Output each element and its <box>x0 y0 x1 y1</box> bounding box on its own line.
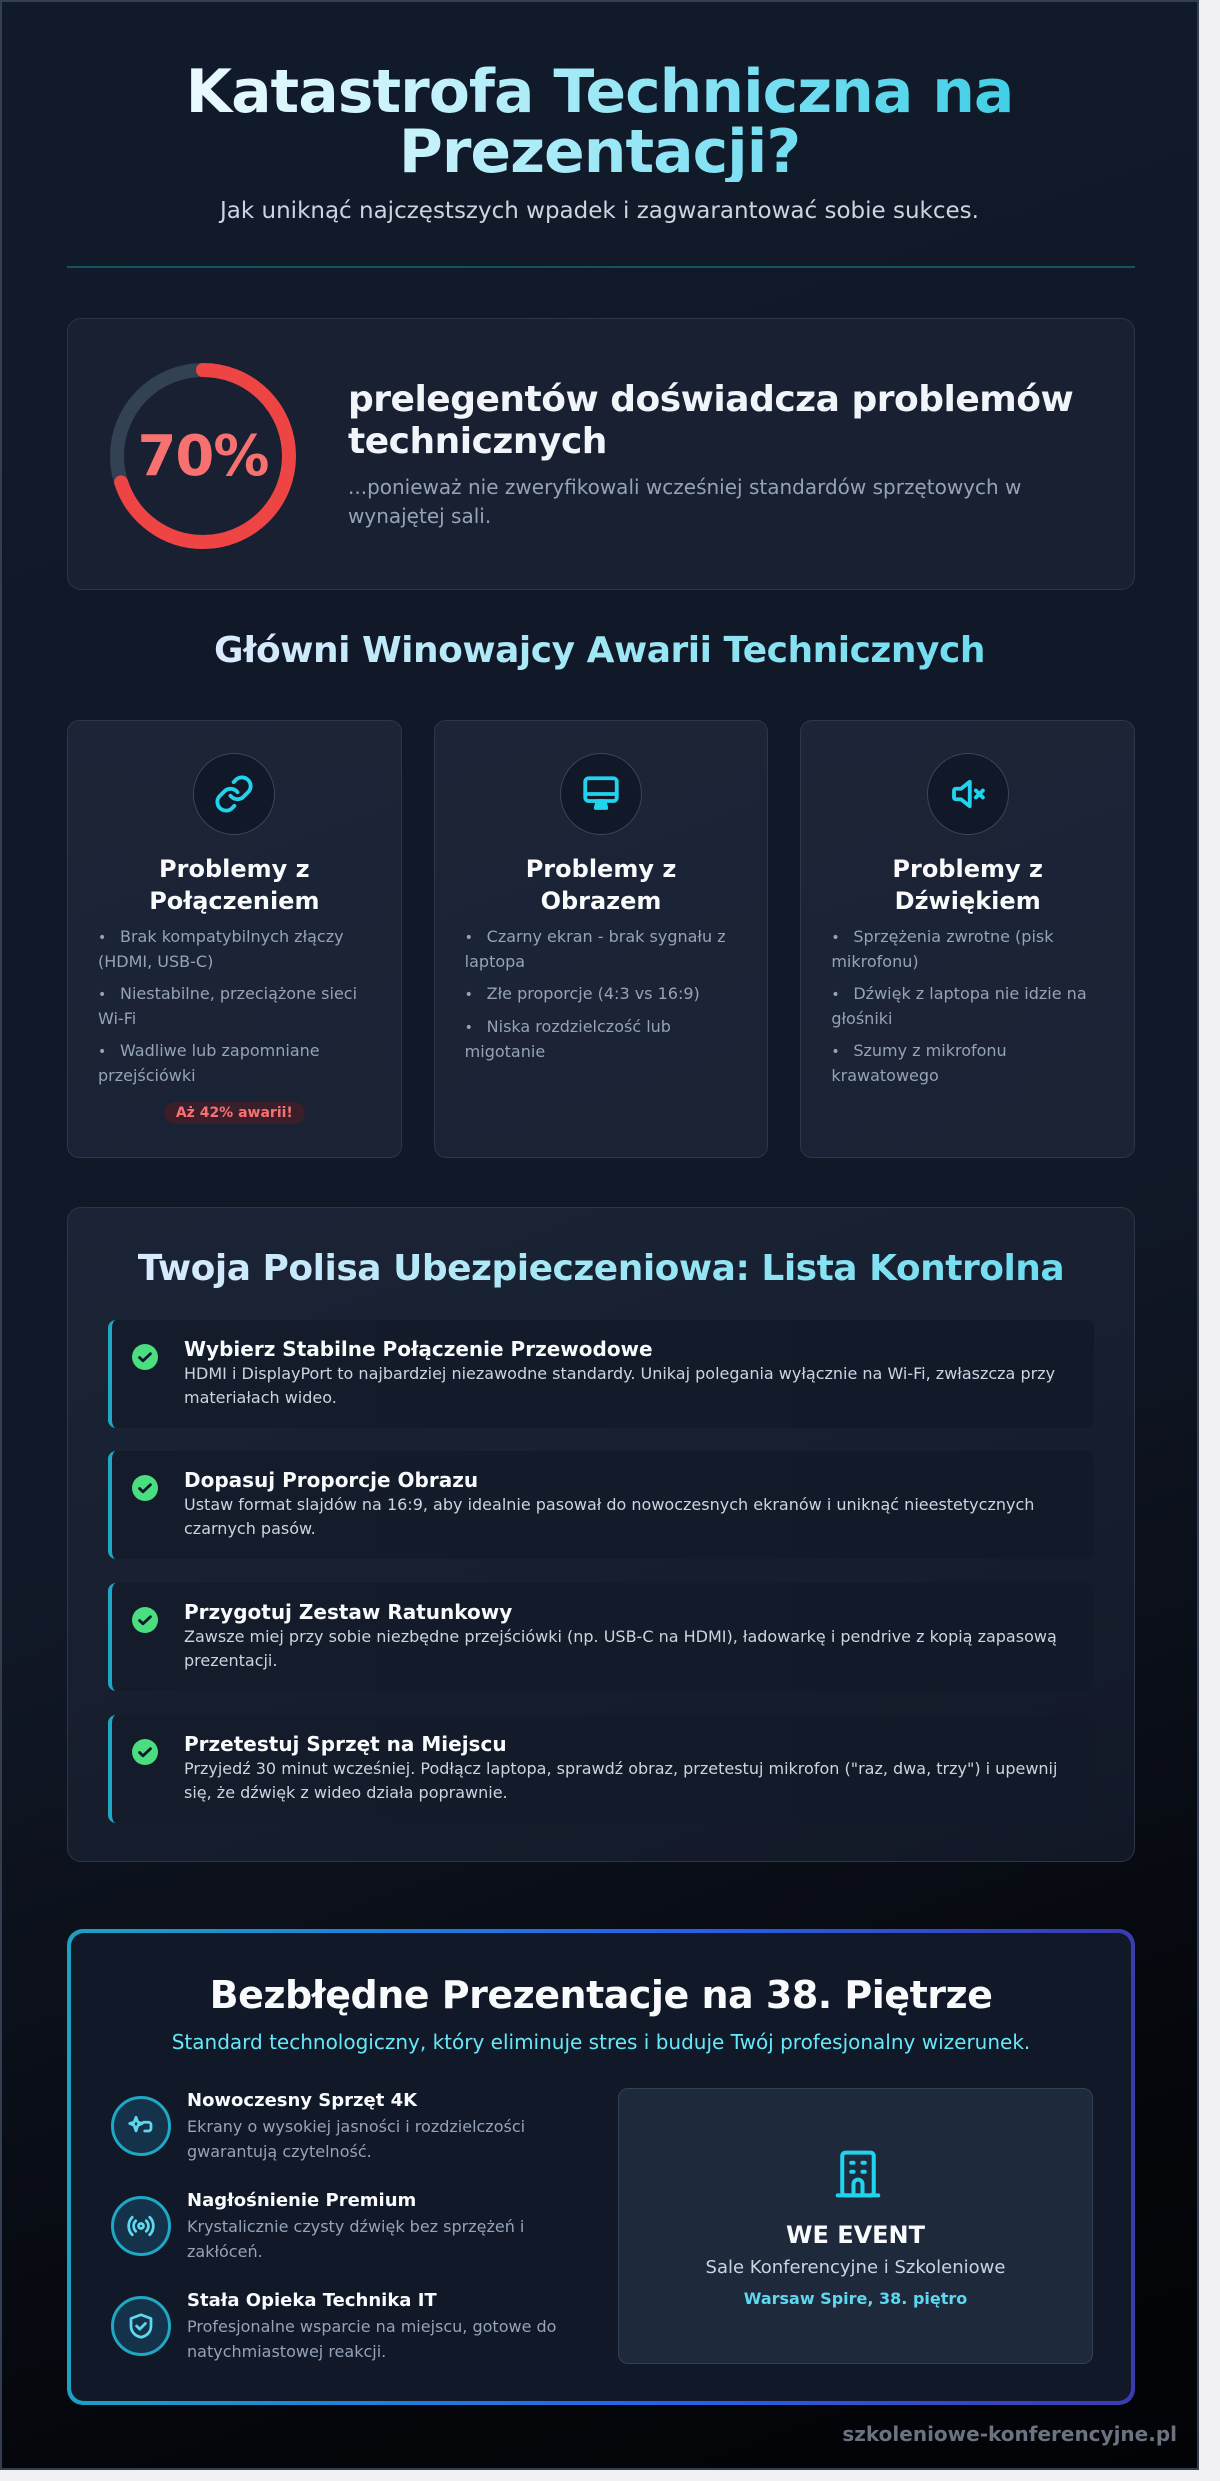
checklist-item-title: Przetestuj Sprzęt na Miejscu <box>184 1732 507 1756</box>
broadcast-icon <box>126 2211 156 2241</box>
checklist-item-desc: Przyjedź 30 minut wcześniej. Podłącz laptopa, sprawdź obraz, przetestuj mikrofon ("raz, dwa, trzy") i upewnij się, że dźwięk z wideo działa poprawnie. <box>184 1759 1058 1802</box>
checklist-item <box>108 1320 1094 1428</box>
card-list <box>98 925 371 1088</box>
venue-type: Sale Konferencyjne i Szkoleniowe <box>705 2257 1006 2278</box>
check-circle-icon <box>132 1475 158 1501</box>
feature-desc: Krystalicznie czysty dźwięk bez sprzężeń i zakłóceń. <box>187 2217 525 2261</box>
check-circle-icon <box>132 1607 158 1633</box>
list-item: • Niestabilne, przeciążone sieci Wi-Fi <box>98 984 358 1028</box>
promo-subtitle: Standard technologiczny, który eliminuje stres i buduje Twój profesjonalny wizerunek. <box>171 2030 1031 2054</box>
sparkle-screen-icon <box>126 2111 156 2141</box>
checklist-item <box>108 1451 1094 1559</box>
building-icon <box>831 2147 885 2201</box>
culprit-card-sound <box>800 720 1135 1158</box>
list-item: • Złe proporcje (4:3 vs 16:9) <box>464 984 700 1003</box>
card-list <box>465 925 738 1064</box>
checklist-item-title: Przygotuj Zestaw Ratunkowy <box>184 1600 513 1624</box>
venue-location: Warsaw Spire, 38. piętro <box>743 2289 968 2308</box>
card-title: Problemy z Połączeniem <box>149 855 320 915</box>
feature-desc: Ekrany o wysokiej jasności i rozdzielczości gwarantują czytelność. <box>187 2117 526 2161</box>
page-title: Katastrofa Techniczna na Prezentacji? <box>150 62 1050 182</box>
monitor-icon <box>580 773 622 815</box>
venue-card <box>618 2088 1093 2364</box>
card-title: Problemy z Dźwiękiem <box>892 855 1043 915</box>
footer-site-link[interactable]: szkoleniowe-konferencyjne.pl <box>842 2422 1177 2446</box>
venue-name: WE EVENT <box>785 2221 926 2249</box>
link-icon <box>213 773 255 815</box>
list-item: • Sprzężenia zwrotne (pisk mikrofonu) <box>831 927 1054 971</box>
checklist-item-desc: HDMI i DisplayPort to najbardziej niezawodne standardy. Unikaj polegania wyłącznie na Wi-Fi, zwłaszcza przy materiałach wideo. <box>184 1364 1056 1407</box>
check-circle-icon <box>132 1344 158 1370</box>
list-item: • Dźwięk z laptopa nie idzie na głośniki <box>831 984 1087 1028</box>
checklist-item-title: Wybierz Stabilne Połączenie Przewodowe <box>184 1337 653 1361</box>
stat-description: ...ponieważ nie zweryfikowali wcześniej standardów sprzętowych w wynajętej sali. <box>348 475 1022 528</box>
culprit-cards <box>67 720 1135 1158</box>
checklist-item-desc: Ustaw format slajdów na 16:9, aby idealnie pasował do nowoczesnych ekranów i uniknąć nieestetycznych czarnych pasów. <box>184 1495 1035 1538</box>
header-divider <box>67 266 1135 268</box>
feature-title: Nagłośnienie Premium <box>187 2190 417 2211</box>
list-item: • Wadliwe lub zapomniane przejściówki <box>98 1041 320 1085</box>
speaker-mute-icon <box>947 773 989 815</box>
failure-rate-badge: Aż 42% awarii! <box>164 1102 305 1124</box>
feature-title: Stała Opieka Technika IT <box>187 2290 437 2311</box>
checklist-item-desc: Zawsze miej przy sobie niezbędne przejściówki (np. USB-C na HDMI), ładowarkę i pendrive z kopią zapasową prezentacji. <box>184 1627 1057 1670</box>
header <box>2 57 1197 224</box>
checklist-item <box>108 1583 1094 1691</box>
list-item: • Brak kompatybilnych złączy (HDMI, USB-C) <box>98 927 344 971</box>
feature-item <box>111 2088 581 2168</box>
feature-item <box>111 2188 581 2268</box>
culprits-title: Główni Winowajcy Awarii Technicznych <box>214 630 985 671</box>
stat-headline: prelegentów doświadcza problemów technicznych <box>348 379 1074 462</box>
check-circle-icon <box>132 1739 158 1765</box>
stat-card <box>67 318 1135 590</box>
culprit-card-connection <box>67 720 402 1158</box>
stat-value: 70% <box>137 423 269 489</box>
page-subtitle: Jak uniknąć najczęstszych wpadek i zagwarantować sobie sukces. <box>220 198 979 224</box>
checklist-section <box>67 1207 1135 1862</box>
card-list <box>831 925 1104 1088</box>
card-title: Problemy z Obrazem <box>525 855 677 915</box>
promo-section <box>67 1929 1135 2405</box>
checklist-item-title: Dopasuj Proporcje Obrazu <box>184 1468 479 1492</box>
feature-title: Nowoczesny Sprzęt 4K <box>187 2090 418 2111</box>
checklist-title: Twoja Polisa Ubezpieczeniowa: Lista Kontrolna <box>137 1248 1065 1289</box>
list-item: • Czarny ekran - brak sygnału z laptopa <box>464 927 726 971</box>
promo-title: Bezbłędne Prezentacje na 38. Piętrze <box>209 1973 993 2017</box>
culprit-card-image <box>434 720 769 1158</box>
checklist-item <box>108 1715 1094 1823</box>
list-item: • Szumy z mikrofonu krawatowego <box>831 1041 1007 1085</box>
feature-desc: Profesjonalne wsparcie na miejscu, gotowe do natychmiastowej reakcji. <box>187 2317 557 2361</box>
feature-item <box>111 2288 581 2368</box>
shield-check-icon <box>126 2311 156 2341</box>
list-item: • Niska rozdzielczość lub migotanie <box>464 1017 671 1061</box>
